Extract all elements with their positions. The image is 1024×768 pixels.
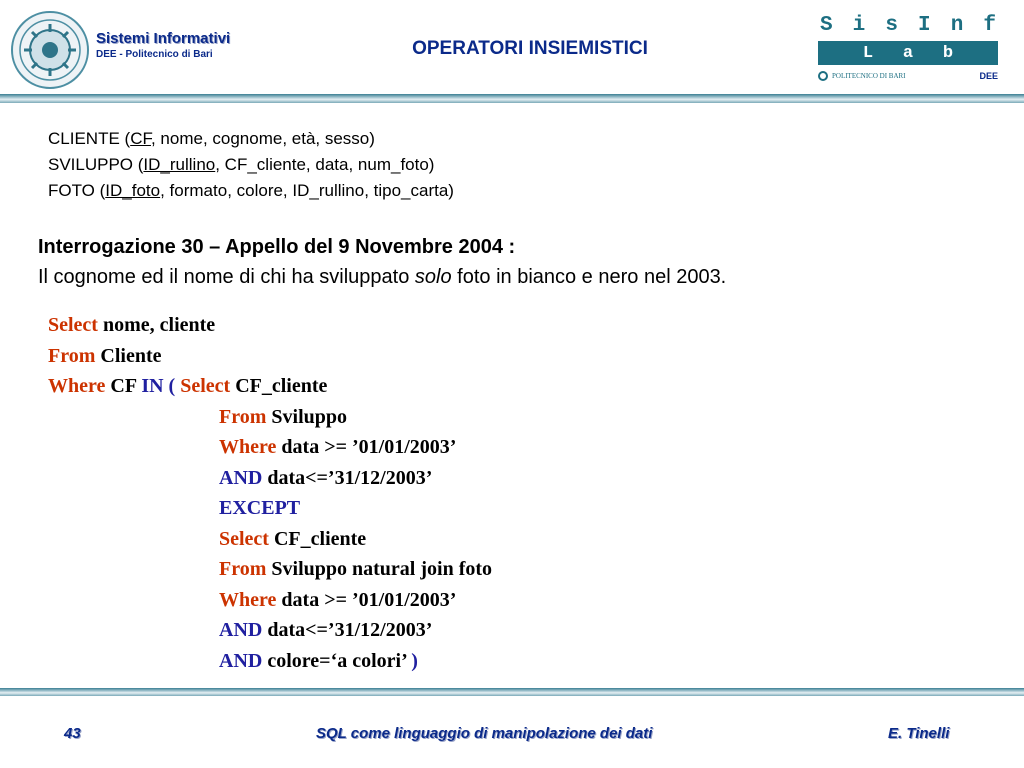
schema-text: , formato, colore, ID_rullino, tipo_carta) [160, 181, 454, 200]
sql-text: CF [105, 375, 142, 397]
lab-poli-text: POLITECNICO DI BARI [832, 72, 906, 80]
sisinf-letters [818, 14, 998, 38]
schema-text: FOTO ( [48, 181, 106, 200]
sql-line [219, 493, 492, 524]
sql-text: data >= ’01/01/2003’ [276, 588, 457, 611]
question-text-part: Il cognome ed il nome di chi ha sviluppato [38, 266, 415, 288]
schema-foto [48, 178, 454, 204]
sql-line [219, 402, 492, 433]
question-text [38, 262, 726, 292]
sql-keyword: ) [411, 649, 418, 672]
sql-line [219, 432, 492, 463]
sql-line [48, 371, 327, 402]
sql-keyword: From [48, 344, 96, 367]
sql-text: CF_cliente [268, 527, 367, 550]
sql-text: Sviluppo natural join foto [266, 558, 493, 580]
sql-keyword: Where [219, 436, 277, 458]
slide-title: OPERATORI INSIEMISTICI [412, 38, 648, 59]
sql-line [219, 646, 492, 677]
sql-keyword: Where [219, 588, 277, 611]
sisinf-letter: S [820, 14, 833, 37]
schema-sviluppo [48, 152, 454, 178]
sql-text: data<=’31/12/2003’ [262, 466, 433, 489]
lab-affiliation [818, 69, 998, 83]
gear-icon [818, 71, 828, 81]
sql-keyword: AND [219, 466, 263, 489]
politecnico-seal-logo [10, 10, 90, 90]
question-text-part: foto in bianco e nero nel 2003. [451, 266, 727, 288]
header-divider [0, 94, 1024, 103]
sql-keyword: From [219, 405, 267, 428]
sql-line [219, 463, 492, 494]
sql-line [219, 524, 492, 555]
sql-keyword: AND [219, 649, 263, 672]
sql-subquery [219, 402, 492, 677]
brand [96, 30, 230, 61]
lab-band [818, 41, 998, 65]
sql-keyword: From [219, 558, 267, 580]
question-block [38, 232, 726, 292]
sql-text: data >= ’01/01/2003’ [276, 436, 457, 458]
sql-line [48, 310, 327, 341]
question-emphasis: solo [414, 266, 452, 288]
sql-keyword: Where [48, 375, 106, 397]
schema-key: ID_rullino [143, 155, 216, 174]
sisinf-lab-logo [818, 14, 998, 84]
sql-text: Cliente [95, 344, 162, 367]
sql-query [48, 310, 327, 402]
author-name: E. Tinelli [888, 725, 950, 742]
sql-line [219, 554, 492, 585]
schema-text: , nome, cognome, età, sesso) [150, 129, 375, 148]
sql-keyword: EXCEPT [219, 497, 301, 519]
page-number: 43 [64, 725, 81, 742]
sisinf-letter: I [918, 14, 931, 37]
sisinf-letter: f [983, 14, 996, 37]
course-title: SQL come linguaggio di manipolazione dei dati [316, 725, 653, 742]
sql-text: data<=’31/12/2003’ [262, 619, 433, 641]
sql-keyword: IN ( [141, 375, 181, 397]
schema-key: CF [130, 129, 151, 148]
schema-cliente [48, 126, 454, 152]
sql-text: nome, cliente [97, 314, 216, 336]
sisinf-letter: i [852, 14, 866, 37]
brand-name: Sistemi Informativi [96, 30, 231, 47]
sql-keyword: AND [219, 619, 263, 641]
lab-dee-text: DEE [979, 71, 998, 81]
sql-line [219, 585, 492, 616]
schema-text: SVILUPPO ( [48, 155, 144, 174]
sql-keyword: Select [48, 314, 98, 336]
lab-letter: a [902, 43, 914, 63]
sql-text: colore=‘a colori’ [262, 649, 412, 672]
sql-keyword: Select [219, 527, 269, 550]
lab-letter: b [942, 43, 954, 63]
brand-subtitle: DEE - Politecnico di Bari [96, 49, 213, 60]
schema-text: CLIENTE ( [48, 129, 131, 148]
sql-text: CF_cliente [230, 375, 328, 397]
sisinf-letter: s [885, 14, 898, 37]
schema-key: ID_foto [105, 181, 161, 200]
sql-text: Sviluppo [266, 405, 348, 428]
sql-line [48, 341, 327, 372]
question-title: Interrogazione 30 – Appello del 9 Novembre 2004 : [38, 236, 516, 258]
sql-keyword: Select [180, 375, 231, 397]
footer-divider [0, 688, 1024, 696]
schema-text: , CF_cliente, data, num_foto) [215, 155, 435, 174]
lab-letter: L [862, 43, 874, 63]
sisinf-letter: n [950, 14, 964, 37]
sql-line [219, 615, 492, 646]
schema-block [48, 126, 454, 204]
